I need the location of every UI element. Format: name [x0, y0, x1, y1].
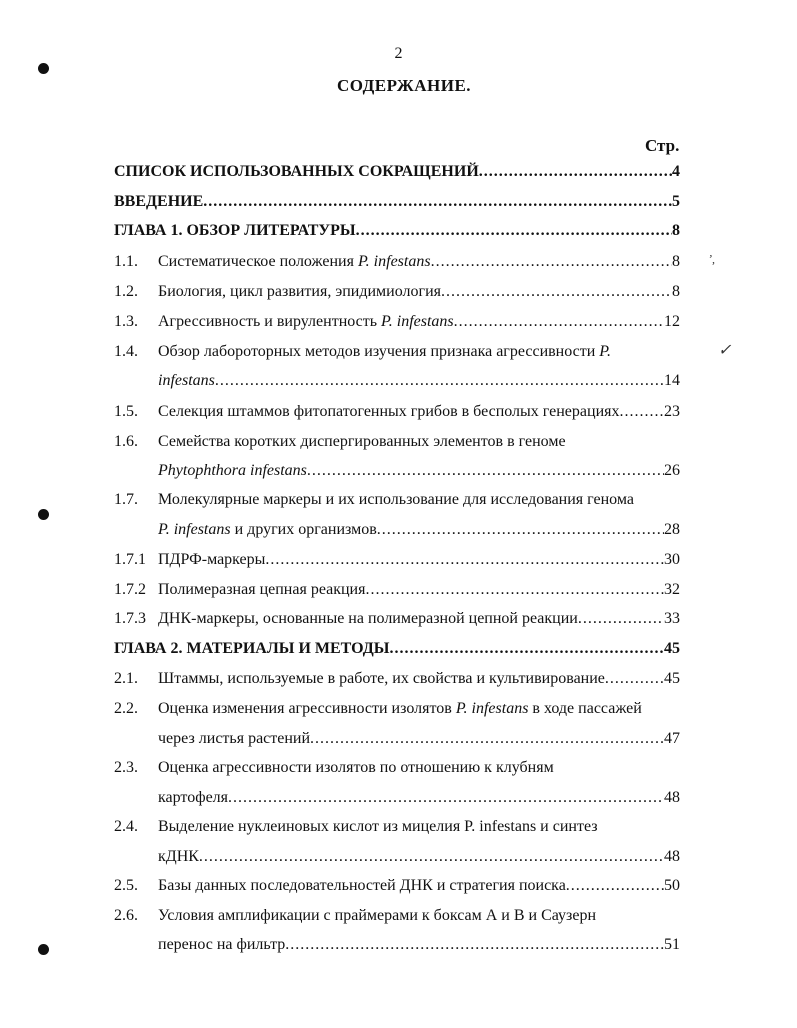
toc-entry-title: ПДРФ-маркеры [158, 551, 266, 568]
toc-entry-chapter-1[interactable] [114, 222, 680, 244]
toc-page-number: 23 [664, 403, 680, 420]
toc-entry-1-1[interactable] [158, 253, 680, 275]
toc-entry-title: Оценка изменения агрессивности изолятов [158, 700, 456, 717]
toc-entry-species: Phytophthora infestans [158, 462, 307, 479]
toc-page-number: 4 [672, 163, 680, 180]
toc-entry-title: Биология, цикл развития, эпидимиология [158, 283, 441, 300]
toc-page-number: 30 [664, 551, 680, 568]
margin-tick-mark: ʼ, [708, 252, 715, 266]
toc-entry-1-6-first-line[interactable]: Семейства коротких диспергированных элементов в геноме [158, 433, 566, 450]
toc-section-number: 2.5. [114, 877, 138, 894]
toc-entry-title: Полимеразная цепная реакция [158, 581, 366, 598]
toc-page-number: 26 [664, 462, 680, 479]
toc-entry-species: P. infestans [455, 700, 529, 717]
toc-entry-title: ВВЕДЕНИЕ [114, 193, 204, 210]
toc-page-number: 45 [664, 640, 680, 657]
toc-entry-1-4[interactable] [158, 372, 680, 394]
toc-page-number: 33 [664, 610, 680, 627]
toc-entry-title: Селекция штаммов фитопатогенных грибов в бесполых генерациях [158, 403, 620, 420]
toc-entry-1-7-3[interactable] [158, 610, 680, 632]
toc-entry-chapter-2[interactable] [114, 640, 680, 662]
toc-entry-title: Штаммы, используемые в работе, их свойства и культивирование [158, 670, 605, 687]
toc-entry-title: Обзор лабороторных методов изучения признака агрессивности [158, 343, 600, 360]
toc-entry-introduction[interactable] [114, 193, 680, 215]
toc-entry-1-3[interactable] [158, 313, 680, 335]
toc-entry-species: P. infestans [357, 253, 431, 270]
toc-entry-1-6[interactable] [158, 462, 680, 484]
toc-page-number: 28 [664, 521, 680, 538]
toc-page-number: 47 [664, 730, 680, 747]
toc-section-number: 1.7.3 [114, 610, 146, 627]
toc-entry-title: ГЛАВА 1. ОБЗОР ЛИТЕРАТУРЫ [114, 222, 356, 239]
toc-entry-title: Систематическое положения [158, 253, 358, 270]
toc-section-number: 1.2. [114, 283, 138, 300]
toc-page-number: 8 [672, 253, 680, 270]
toc-section-number: 2.3. [114, 759, 138, 776]
toc-entry-2-2[interactable] [158, 730, 680, 752]
toc-entry-2-2-first-line[interactable] [158, 700, 642, 722]
toc-entry-title-tail: в ходе пассажей [528, 700, 642, 717]
toc-section-number: 2.4. [114, 818, 138, 835]
toc-section-number: 1.7.2 [114, 581, 146, 598]
binding-hole-mark [38, 944, 49, 955]
toc-entry-1-7-2[interactable] [158, 581, 680, 603]
toc-page-number: 50 [664, 877, 680, 894]
margin-check-mark: ✓ [718, 342, 732, 359]
toc-section-number: 1.1. [114, 253, 138, 270]
toc-section-number: 2.1. [114, 670, 138, 687]
toc-entry-2-5[interactable] [158, 877, 680, 899]
toc-page-number: 5 [672, 193, 680, 210]
toc-entry-title: ГЛАВА 2. МАТЕРИАЛЫ И МЕТОДЫ [114, 640, 390, 657]
toc-entry-2-6-first-line[interactable]: Условия амплификации с праймерами к боксам А и В и Саузерн [158, 907, 597, 924]
toc-page-number: 48 [664, 789, 680, 806]
toc-section-number: 1.6. [114, 433, 138, 450]
page-column-label: Стр. [645, 136, 680, 155]
toc-entry-1-7[interactable] [158, 521, 680, 543]
toc-page-number: 45 [664, 670, 680, 687]
toc-section-number: 1.7.1 [114, 551, 146, 568]
toc-entry-title: Агрессивность и вирулентность [158, 313, 382, 330]
toc-page-number: 48 [664, 848, 680, 865]
page-title: СОДЕРЖАНИЕ. [336, 76, 472, 95]
toc-section-number: 2.2. [114, 700, 138, 717]
toc-entry-title-cont: через листья растений [158, 730, 311, 747]
toc-entry-title: Базы данных последовательностей ДНК и стратегия поиска [158, 877, 566, 894]
toc-section-number: 1.4. [114, 343, 138, 360]
toc-entry-2-4[interactable] [158, 848, 680, 870]
toc-entry-2-6[interactable] [158, 936, 680, 958]
toc-entry-species: P. infestans [158, 521, 231, 538]
toc-entry-1-7-1[interactable] [158, 551, 680, 573]
toc-section-number: 2.6. [114, 907, 138, 924]
toc-page-number: 12 [664, 313, 680, 330]
page-number: 2 [394, 45, 403, 62]
toc-entry-1-5[interactable] [158, 403, 680, 425]
toc-entry-2-1[interactable] [158, 670, 680, 692]
toc-entry-2-4-first-line[interactable]: Выделение нуклеиновых кислот из мицелия P. infestans и синтез [158, 818, 598, 835]
toc-entry-1-7-first-line[interactable]: Молекулярные маркеры и их использование для исследования генома [158, 491, 634, 508]
toc-entry-1-2[interactable] [158, 283, 680, 305]
toc-page-number: 14 [664, 372, 680, 389]
toc-entry-2-3[interactable] [158, 789, 680, 811]
toc-entry-1-4-first-line[interactable] [158, 343, 611, 365]
toc-section-number: 1.3. [114, 313, 138, 330]
toc-entry-title: ДНК-маркеры, основанные на полимеразной цепной реакции [158, 610, 578, 627]
toc-section-number: 1.5. [114, 403, 138, 420]
toc-entry-title-cont: перенос на фильтр [158, 936, 286, 953]
toc-entry-title-cont: и других организмов [230, 521, 377, 538]
toc-page-number: 8 [672, 222, 680, 239]
toc-entry-title-cont: кДНК [158, 848, 199, 865]
toc-entry-abbreviations[interactable] [114, 163, 680, 185]
toc-entry-title-cont: infestans [158, 372, 215, 389]
toc-entry-title: СПИСОК ИСПОЛЬЗОВАННЫХ СОКРАЩЕНИЙ [114, 163, 479, 180]
toc-page-number: 32 [664, 581, 680, 598]
toc-entry-species: P. [599, 343, 612, 360]
toc-page-number: 51 [664, 936, 680, 953]
toc-entry-2-3-first-line[interactable]: Оценка агрессивности изолятов по отношению к клубням [158, 759, 554, 776]
binding-hole-mark [38, 63, 49, 74]
toc-page-number: 8 [672, 283, 680, 300]
binding-hole-mark [38, 509, 49, 520]
toc-entry-species: P. infestans [381, 313, 454, 330]
toc-section-number: 1.7. [114, 491, 138, 508]
toc-entry-title-cont: картофеля [158, 789, 229, 806]
